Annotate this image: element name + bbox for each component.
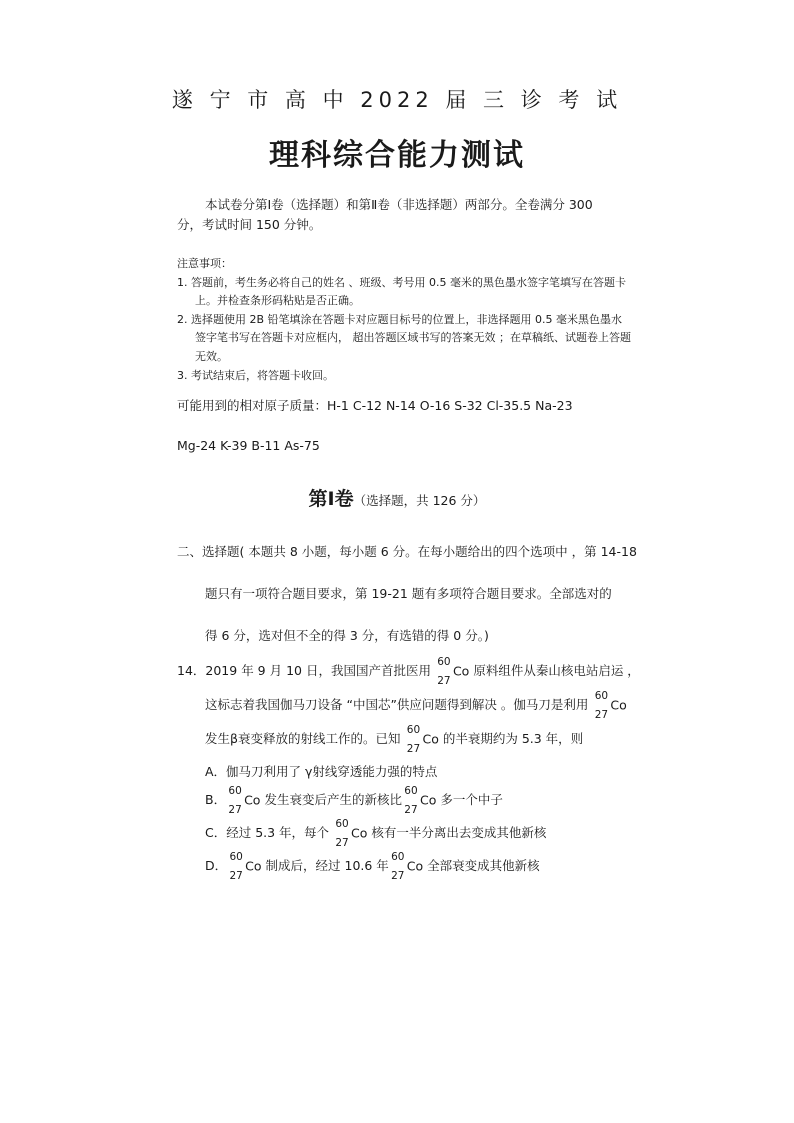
instructions-line-2: 题只有一项符合题目要求，第 19-21 题有多项符合题目要求。全部选对的 [205, 586, 612, 601]
section-title [0, 484, 794, 511]
q14-line-1-text-b: 原料组件从秦山核电站启运 ， [473, 663, 640, 678]
subject-title: 理科综合能力测试 [269, 138, 525, 173]
nuclide-co60 [403, 786, 419, 816]
nuclide-atomic-number: 27 [594, 708, 609, 721]
nuclide-symbol: Co [406, 858, 424, 874]
notes-item-2-line-3: 无效。 [195, 350, 228, 363]
q14-option-c [205, 818, 546, 849]
notes-item-2-line-1: 2. 选择题使用 2B 铅笔填涂在答题卡对应题目标号的位置上，非选择题用 0.5 毫米黑色墨水 [177, 313, 623, 326]
atomic-masses-line-2: Mg-24 K-39 B-11 As-75 [177, 438, 320, 453]
q14-line-2-text-a: 这标志着我国伽马刀设备 “中国芯”供应问题得到解决 。伽马刀是利用 [205, 697, 589, 712]
nuclide-symbol: Co [244, 792, 261, 808]
nuclide-atomic-number: 27 [335, 836, 349, 849]
intro-line-1: 本试卷分第Ⅰ卷（选择题）和第Ⅱ卷（非选择题）两部分。全卷满分 300 [205, 197, 593, 212]
nuclide-mass-number: 60 [594, 689, 609, 702]
notes-item-3: 3. 考试结束后，将答题卡收回。 [177, 369, 334, 382]
notes-heading: 注意事项： [177, 257, 232, 270]
nuclide-co60 [334, 819, 350, 849]
nuclide-co60 [593, 691, 609, 721]
intro-line-2: 分，考试时间 150 分钟。 [177, 217, 322, 232]
section-title-main: 第Ⅰ卷 [308, 488, 354, 510]
nuclide-co60 [436, 657, 452, 687]
q14-option-d-text-a: 制成后，经过 10.6 年 [265, 858, 389, 873]
q14-option-b-label: B． [205, 792, 227, 807]
q14-option-d-label: D． [205, 858, 228, 873]
instructions-line-1: 二、选择题( 本题共 8 小题，每小题 6 分。在每小题给出的四个选项中 ，第 14-18 [177, 544, 637, 559]
notes-item-2-line-2: 签字笔书写在答题卡对应框内， 超出答题区域书写的答案无效 ；在草稿纸、试题卷上答题 [195, 331, 631, 344]
q14-option-a: A．伽马刀利用了 γ射线穿透能力强的特点 [205, 764, 438, 779]
nuclide-symbol: Co [610, 697, 627, 713]
notes-item-1-line-1: 1. 答题前，考生务必将自己的姓名 、班级、考号用 0.5 毫米的黑色墨水签字笔填写在答题卡 [177, 276, 626, 289]
q14-line-3 [205, 724, 583, 755]
q14-option-b [205, 785, 503, 816]
q14-line-1 [177, 656, 640, 687]
nuclide-atomic-number: 27 [404, 803, 418, 816]
nuclide-atomic-number: 27 [228, 803, 242, 816]
q14-option-d [205, 851, 540, 882]
q14-line-3-text-b: 的半衰期约为 5.3 年，则 [442, 731, 584, 746]
instructions-line-3: 得 6 分，选对但不全的得 3 分，有选错的得 0 分。) [205, 628, 489, 643]
q14-option-c-text-b: 核有一半分离出去变成其他新核 [371, 825, 547, 840]
nuclide-mass-number: 60 [229, 850, 243, 863]
nuclide-atomic-number: 27 [229, 869, 243, 882]
q14-line-2 [205, 690, 627, 721]
nuclide-mass-number: 60 [437, 655, 451, 668]
atomic-masses-line-1: 可能用到的相对原子质量：H-1 C-12 N-14 O-16 S-32 Cl-35.5 Na-23 [177, 398, 573, 413]
q14-option-b-text-a: 发生衰变后产生的新核比 [264, 792, 402, 807]
notes-item-1-line-2: 上。并检查条形码粘贴是否正确。 [195, 294, 360, 307]
q14-line-3-text-a: 发生β衰变释放的射线工作的。已知 [205, 731, 401, 746]
nuclide-atomic-number: 27 [437, 674, 451, 687]
nuclide-mass-number: 60 [404, 784, 418, 797]
nuclide-symbol: Co [419, 792, 437, 808]
nuclide-co60 [228, 852, 244, 882]
nuclide-symbol: Co [245, 858, 262, 874]
q14-option-d-text-b: 全部衰变成其他新核 [427, 858, 540, 873]
nuclide-atomic-number: 27 [406, 742, 421, 755]
nuclide-mass-number: 60 [335, 817, 349, 830]
nuclide-symbol: Co [351, 825, 368, 841]
nuclide-mass-number: 60 [406, 723, 421, 736]
nuclide-symbol: Co [452, 663, 470, 679]
nuclide-symbol: Co [422, 731, 439, 747]
q14-line-1-text-a: 14．2019 年 9 月 10 日，我国国产首批医用 [177, 663, 431, 678]
section-title-sub: （选择题，共 126 分） [353, 493, 486, 508]
q14-option-b-text-b: 多一个中子 [440, 792, 503, 807]
nuclide-atomic-number: 27 [391, 869, 405, 882]
nuclide-mass-number: 60 [228, 784, 242, 797]
nuclide-mass-number: 60 [391, 850, 405, 863]
nuclide-co60 [227, 786, 243, 816]
exam-title: 遂 宁 市 高 中 2022 届 三 诊 考 试 [171, 88, 623, 112]
q14-option-c-text-a: C．经过 5.3 年，每个 [205, 825, 330, 840]
nuclide-co60 [405, 725, 421, 755]
nuclide-co60 [390, 852, 406, 882]
